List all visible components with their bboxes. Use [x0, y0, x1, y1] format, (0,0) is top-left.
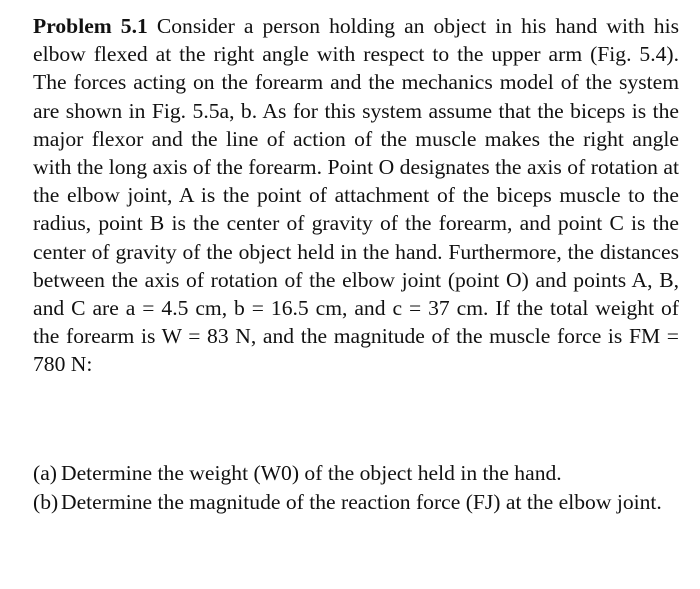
part-b-text: Determine the magnitude of the reaction force (FJ) at the elbow joint. — [61, 489, 662, 514]
problem-statement — [33, 12, 679, 379]
problem-parts — [33, 459, 679, 516]
part-a — [33, 459, 679, 488]
part-b — [33, 488, 679, 517]
problem-body: Consider a person holding an object in his hand with his elbow flexed at the right angle with respect to the upper arm (Fig. 5.4). The forces acting on the forearm and the mechanics model of the system are shown in Fig. 5.5a, b. As for this system assume that the biceps is the major flexor and the line of action of the muscle makes the right angle with the long axis of the forearm. Point O designates the axis of rotation at the elbow joint, A is the point of attachment of the biceps muscle to the radius, point B is the center of gravity of the forearm, and point C is the center of gravity of the object held in the hand. Furthermore, the distances between the axis of rotation of the elbow joint (point O) and points A, B, and C are a = 4.5 cm, b = 16.5 cm, and c = 37 cm. If the total weight of the forearm is W = 83 N, and the magnitude of the muscle force is FM = 780 N: — [33, 14, 680, 377]
part-a-text: Determine the weight (W0) of the object held in the hand. — [61, 461, 562, 485]
part-b-marker: (b) — [33, 489, 59, 514]
part-a-marker: (a) — [33, 461, 57, 485]
problem-label: Problem 5.1 — [33, 14, 148, 38]
